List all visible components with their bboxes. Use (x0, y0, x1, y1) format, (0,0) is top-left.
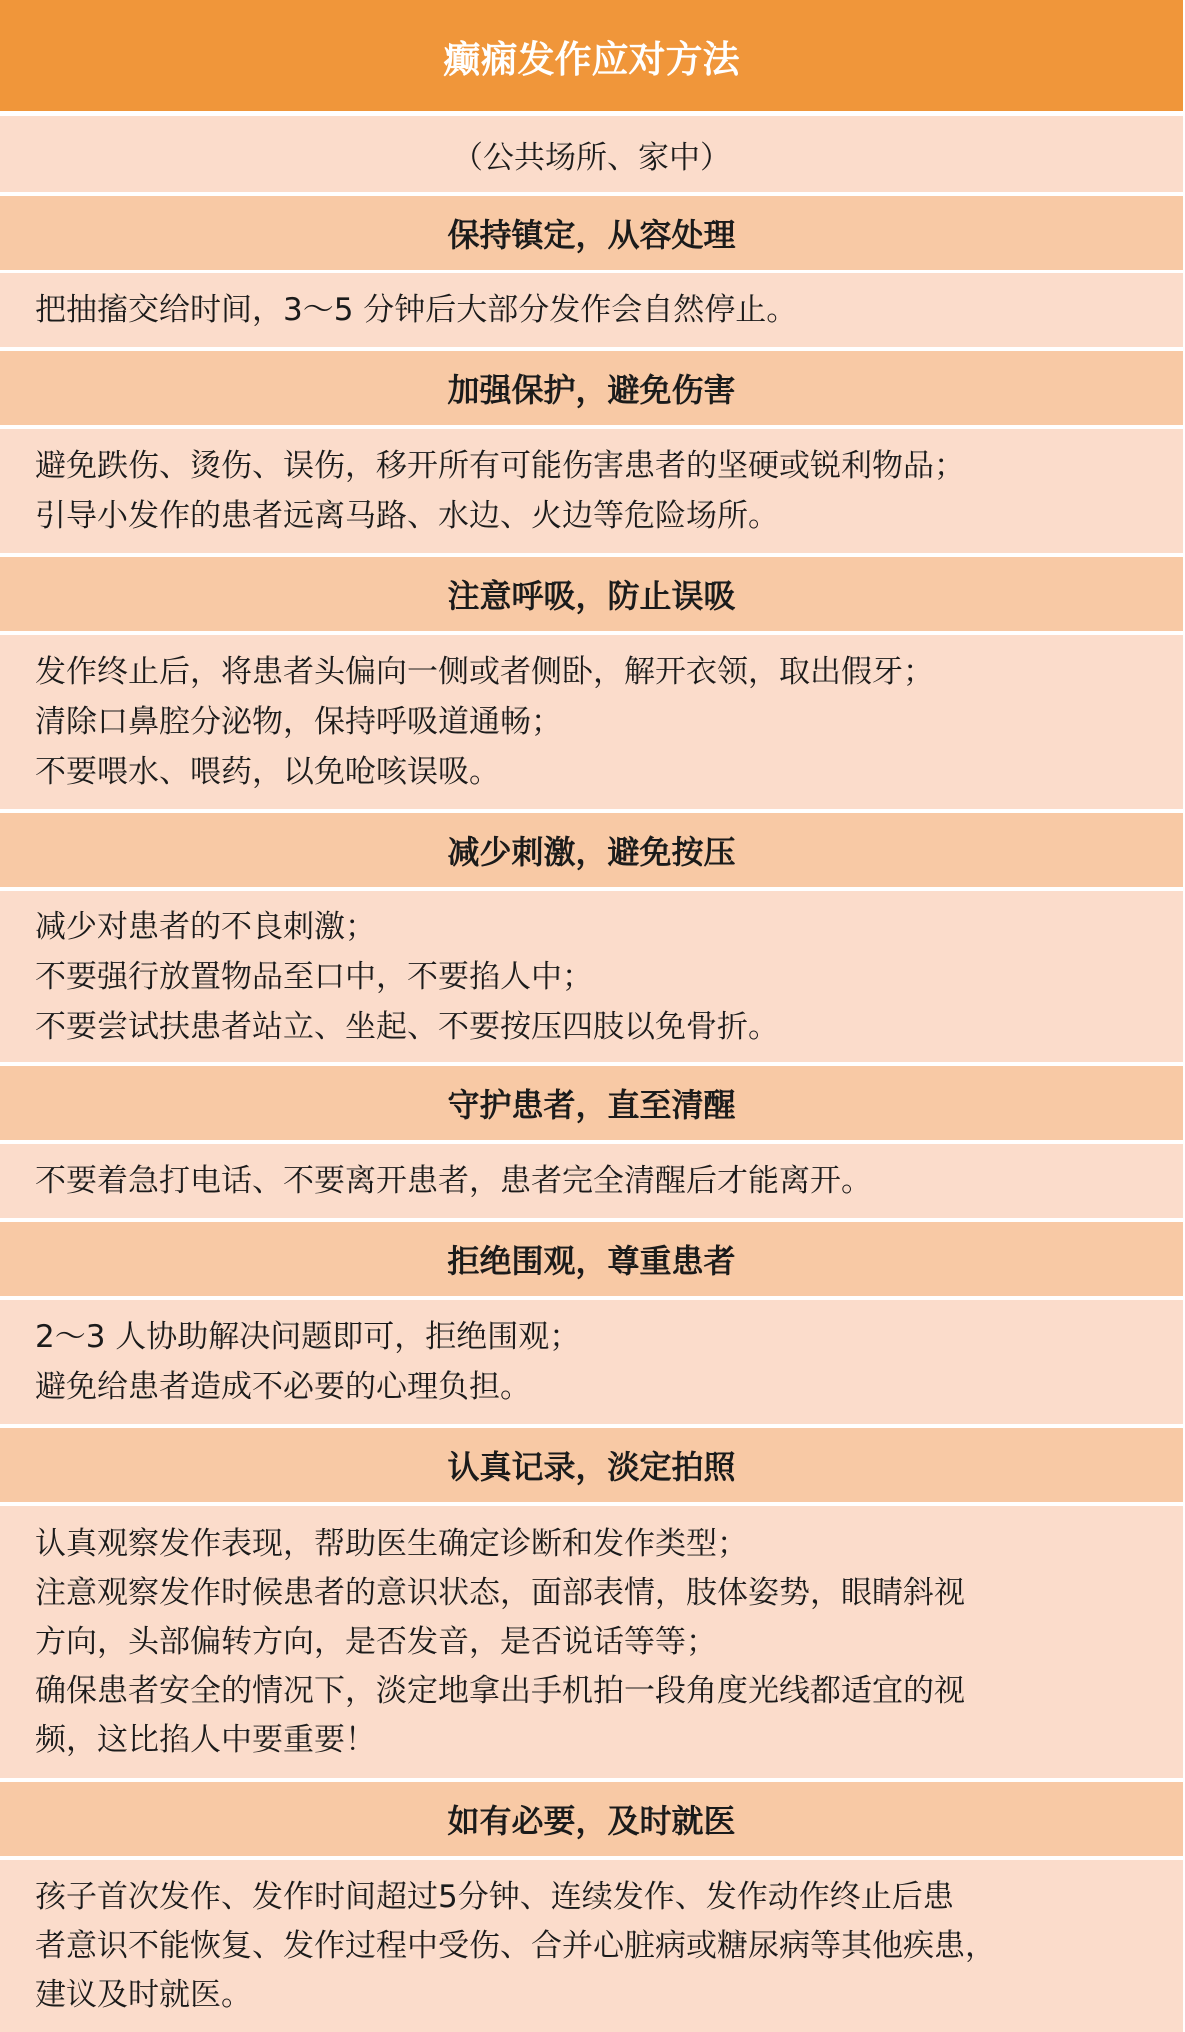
section-text-line: 引导小发作的患者远离马路、水边、火边等危险场所。 (35, 498, 779, 534)
section-text-line: 认真观察发作表现，帮助医生确定诊断和发作类型； (35, 1525, 748, 1562)
section-body (0, 429, 1183, 553)
section-text-line: 孩子首次发作、发作时间超过5分钟、连续发作、发作动作终止后患 (35, 1878, 954, 1915)
section-body (0, 273, 1183, 347)
section-text-line: 避免给患者造成不必要的心理负担。 (35, 1369, 531, 1405)
section-text-line: 不要尝试扶患者站立、坐起、不要按压四肢以免骨折。 (35, 1008, 779, 1045)
section-text-line: 注意观察发作时候患者的意识状态，面部表情，肢体姿势，眼睛斜视 (35, 1574, 965, 1611)
section-text-line: 避免跌伤、烫伤、误伤，移开所有可能伤害患者的坚硬或锐利物品； (35, 448, 965, 484)
table-title: 癫痫发作应对方法 (0, 0, 1183, 111)
section-heading: 注意呼吸，防止误吸 (0, 557, 1183, 631)
section-body (0, 891, 1183, 1062)
section-body (0, 1300, 1183, 1424)
section-text-line: 频，这比掐人中要重要！ (35, 1721, 376, 1758)
section-body (0, 1506, 1183, 1778)
section-heading: 拒绝围观，尊重患者 (0, 1222, 1183, 1296)
section-text-line: 确保患者安全的情况下，淡定地拿出手机拍一段角度光线都适宜的视 (35, 1672, 965, 1709)
section-heading: 守护患者，直至清醒 (0, 1066, 1183, 1140)
section-text-line: 2～3 人协助解决问题即可，拒绝围观； (35, 1319, 581, 1355)
section-text-line: 清除口鼻腔分泌物，保持呼吸道通畅； (35, 704, 562, 740)
section-heading: 减少刺激，避免按压 (0, 813, 1183, 887)
section-heading: 认真记录，淡定拍照 (0, 1428, 1183, 1502)
section-body (0, 635, 1183, 809)
section-heading: 保持镇定，从容处理 (0, 196, 1183, 270)
section-text-line: 发作终止后，将患者头偏向一侧或者侧卧，解开衣领，取出假牙； (35, 654, 934, 690)
table-subtitle: （公共场所、家中） (0, 116, 1183, 192)
section-text-line: 把抽搐交给时间，3～5 分钟后大部分发作会自然停止。 (35, 292, 798, 328)
section-text-line: 不要着急打电话、不要离开患者，患者完全清醒后才能离开。 (35, 1163, 872, 1199)
section-text-line: 者意识不能恢复、发作过程中受伤、合并心脏病或糖尿病等其他疾患， (35, 1927, 996, 1964)
section-heading: 如有必要，及时就医 (0, 1782, 1183, 1856)
section-body (0, 1860, 1183, 2032)
section-text-line: 不要喂水、喂药，以免呛咳误吸。 (35, 754, 500, 790)
section-heading: 加强保护，避免伤害 (0, 351, 1183, 425)
section-text-line: 减少对患者的不良刺激； (35, 908, 376, 945)
section-body (0, 1144, 1183, 1218)
section-text-line: 不要强行放置物品至口中，不要掐人中； (35, 958, 593, 995)
section-text-line: 方向，头部偏转方向，是否发音，是否说话等等； (35, 1623, 717, 1660)
section-text-line: 建议及时就医。 (35, 1976, 252, 2013)
